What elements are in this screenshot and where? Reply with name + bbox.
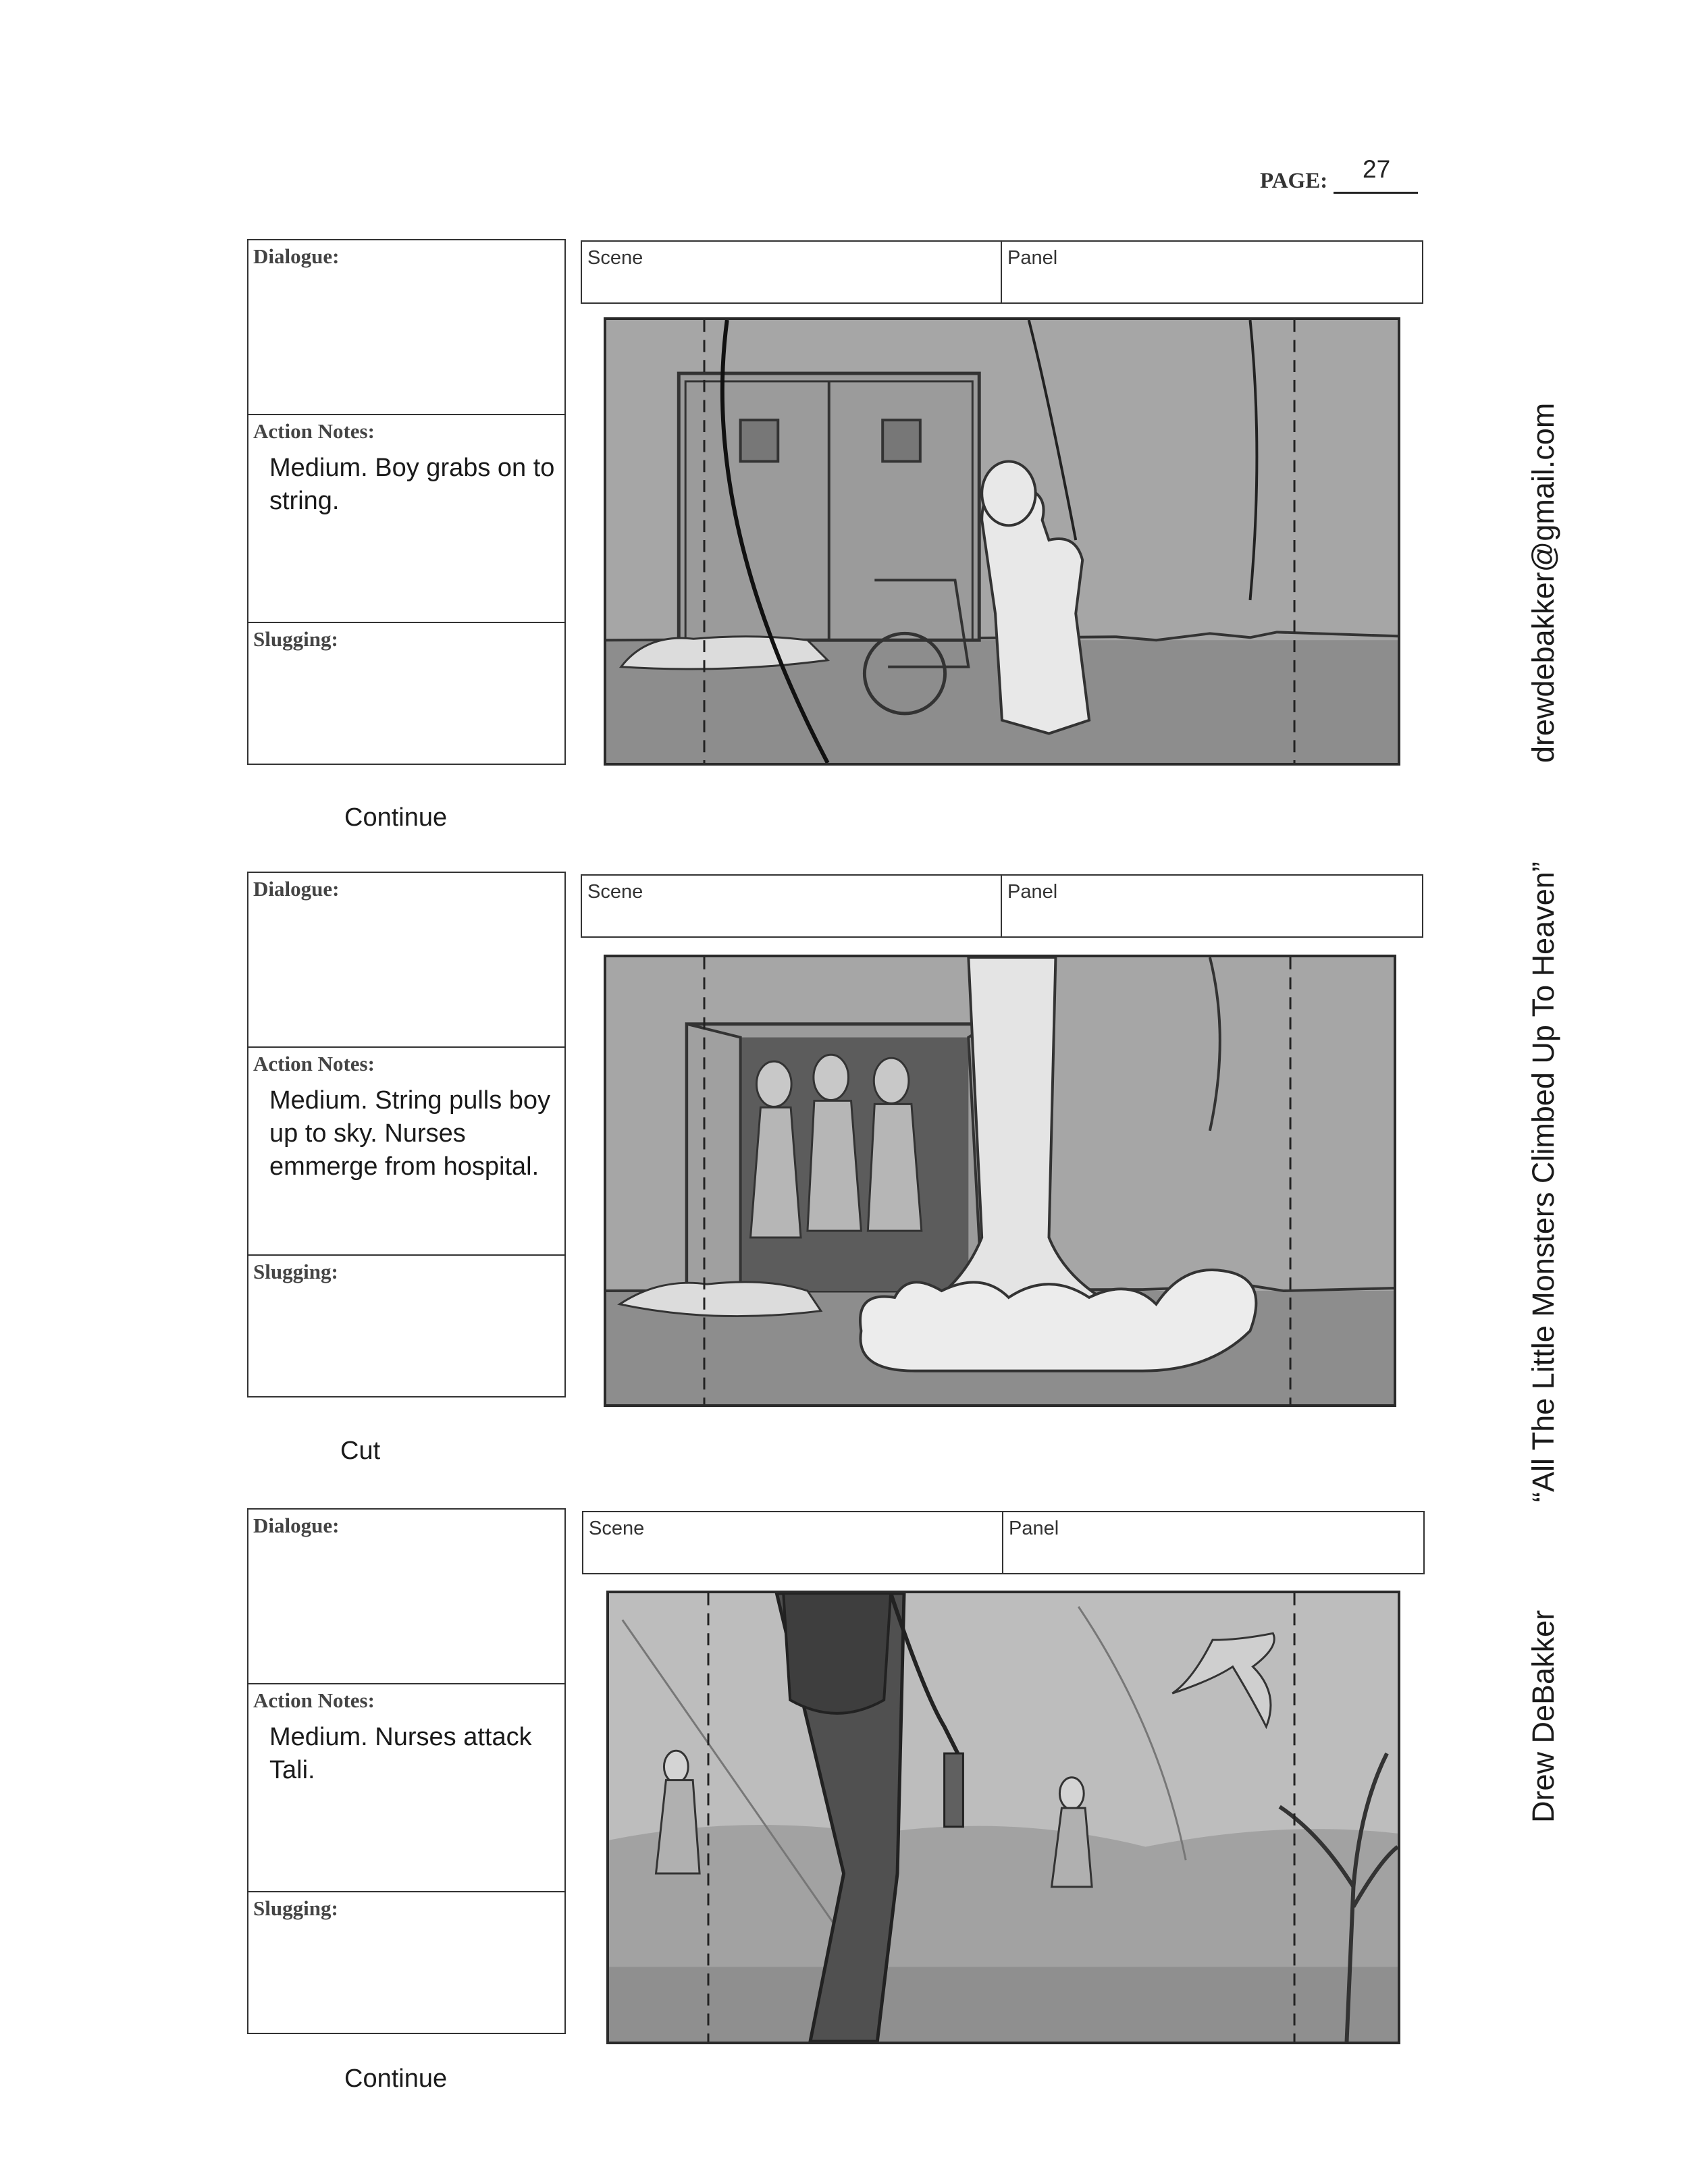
scene-panel-box-3 xyxy=(582,1511,1425,1574)
storyboard-frame-1 xyxy=(604,317,1400,766)
notes-box-3 xyxy=(247,1508,566,2034)
transition-label-3: Continue xyxy=(344,2065,448,2093)
panel-label: Panel xyxy=(1007,247,1058,269)
action-notes-text: Medium. Nurses attack Tali. xyxy=(269,1723,532,1784)
slugging-section[interactable] xyxy=(248,1256,564,1396)
action-notes-text: Medium. String pulls boy up to sky. Nurses emmerge from hospital. xyxy=(269,1086,551,1181)
panel-field[interactable] xyxy=(1002,876,1422,936)
scene-field[interactable] xyxy=(582,876,1002,936)
slugging-label: Slugging: xyxy=(253,627,338,651)
action-notes-label: Action Notes: xyxy=(253,419,375,443)
dialogue-section[interactable] xyxy=(248,240,564,415)
sidebar-email: drewdebakker@gmail.com xyxy=(1526,402,1560,763)
scene-label: Scene xyxy=(587,247,643,269)
panel-label: Panel xyxy=(1007,881,1058,903)
action-notes-label: Action Notes: xyxy=(253,1052,375,1075)
storyboard-frame-3 xyxy=(606,1591,1400,2044)
panel-field[interactable] xyxy=(1002,242,1422,302)
slugging-section[interactable] xyxy=(248,1892,564,2033)
dialogue-section[interactable] xyxy=(248,873,564,1048)
dialogue-label: Dialogue: xyxy=(253,244,340,268)
notes-box-1 xyxy=(247,239,566,765)
dialogue-label: Dialogue: xyxy=(253,877,340,901)
slugging-label: Slugging: xyxy=(253,1260,338,1283)
transition-label-2: Cut xyxy=(340,1437,381,1465)
page-label: PAGE: xyxy=(1260,169,1328,193)
action-notes-text: Medium. Boy grabs on to string. xyxy=(269,454,555,515)
action-notes-section[interactable] xyxy=(248,415,564,623)
action-notes-label: Action Notes: xyxy=(253,1688,375,1712)
dialogue-section[interactable] xyxy=(248,1510,564,1684)
frame-1-sketch xyxy=(606,320,1398,763)
sidebar-title: “All The Little Monsters Climbed Up To Heaven” xyxy=(1526,861,1560,1502)
scene-field[interactable] xyxy=(583,1512,1003,1573)
transition-label-1: Continue xyxy=(344,803,448,832)
notes-box-2 xyxy=(247,872,566,1397)
action-notes-section[interactable] xyxy=(248,1048,564,1256)
frame-2-sketch xyxy=(606,957,1394,1404)
slugging-section[interactable] xyxy=(248,623,564,764)
slugging-label: Slugging: xyxy=(253,1896,338,1920)
panel-field[interactable] xyxy=(1003,1512,1423,1573)
action-notes-section[interactable] xyxy=(248,1684,564,1892)
scene-panel-box-1 xyxy=(581,240,1423,304)
storyboard-frame-2 xyxy=(604,955,1396,1407)
dialogue-label: Dialogue: xyxy=(253,1514,340,1537)
scene-panel-box-2 xyxy=(581,874,1423,938)
page-number: 27 xyxy=(1363,155,1391,183)
scene-label: Scene xyxy=(587,881,643,903)
page-number-underline xyxy=(1334,192,1418,194)
scene-field[interactable] xyxy=(582,242,1002,302)
frame-3-sketch xyxy=(609,1593,1398,2042)
panel-label: Panel xyxy=(1009,1518,1059,1539)
scene-label: Scene xyxy=(589,1518,645,1539)
sidebar-author: Drew DeBakker xyxy=(1526,1609,1560,1823)
